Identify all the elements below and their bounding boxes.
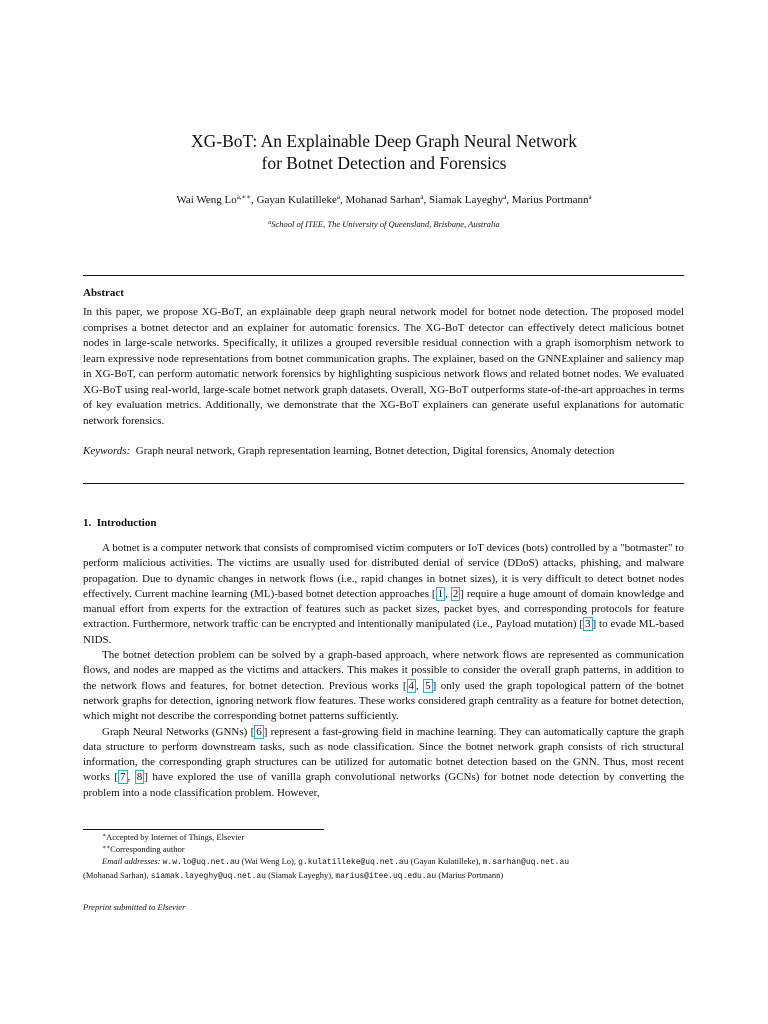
affiliation-text: School of ITEE, The University of Queensland, Brisbane, Australia bbox=[271, 219, 500, 229]
paragraph: Graph Neural Networks (GNNs) [ 6 ] represent a fast-growing field in machine learning. They can automatically capture the graph data structure to perform downstream tasks, such as node classification. Since the botnet network graph consists of rich structural information, the corresponding graph structures can be utilized for automatic botnet detection based on the GNN. Thus, most recent works [ 7 , 8 ] have explored the use of vanilla graph convolutional networks (GCNs) for botnet node detection by converting the problem into a node classification problem. However, bbox=[83, 725, 685, 799]
email-owner: (Gayan Kulatilleke), bbox=[410, 856, 481, 866]
email-address[interactable]: g.kulatilleke@uq.net.au bbox=[298, 858, 409, 867]
author-mark: a bbox=[503, 193, 507, 201]
paragraph-text: Graph Neural Networks (GNNs) bbox=[102, 725, 251, 738]
email-owner: (Marius Portmann) bbox=[438, 870, 504, 880]
paragraph: The botnet detection problem can be solved by a graph-based approach, where network flows are represented as communication flows, and nodes are mapped as the victims and attackers. This makes it possible to consider the overall graph patterns, in addition to the network flows and features, for botnet detection. Previous works [ 4 , 5 ] only used the graph topological pattern of the botnet network graphs for detection, ignoring network flow features. These works considered graph centrality as a feature for botnet detection, which might not describe the corresponding botnet patterns sufficiently. bbox=[83, 649, 684, 723]
paragraph-text: have explored the use of vanilla graph convolutional networks (GCNs) for botnet node detection by converting the problem into a node classification problem. However, bbox=[83, 771, 685, 799]
preprint-note: Preprint submitted to Elsevier bbox=[83, 902, 186, 912]
author-name: Mohanad Sarhan bbox=[345, 194, 421, 206]
abstract-bottom-rule bbox=[83, 483, 684, 484]
section-number: 1. bbox=[83, 517, 92, 529]
footnote-rule bbox=[83, 829, 324, 830]
paragraph: A botnet is a computer network that consists of compromised victim computers or IoT devices (bots) controlled by a "botmaster" to perform malicious activities. The victims are usually used for distributed denial of service (DDoS) attacks, phishing, and malware propagation. Due to dynamic changes in network flows (i.e., rapid changes in botnet sizes), it is very difficult to detect botnet nodes effectively. Current machine learning (ML)-based botnet detection approaches [ 1 , 2 ] require a huge amount of domain knowledge and manual effort from experts for the extraction of features such as packet sizes, packet byes, and corresponding protocols for feature extraction. Furthermore, network traffic can be encrypted and intentionally manipulated (i.e., Payload mutation) [ 3 ] to evade ML-based NIDS. bbox=[83, 542, 684, 646]
citation-link[interactable]: 8 bbox=[136, 771, 143, 784]
footnote-text: Corresponding author bbox=[110, 844, 185, 854]
author-mark: a bbox=[588, 193, 592, 201]
footnote-corresponding bbox=[83, 843, 684, 855]
author-name: Marius Portmann bbox=[511, 194, 589, 206]
email-address[interactable]: siamak.layeghy@uq.net.au bbox=[150, 872, 266, 881]
email-address[interactable]: m.sarhan@uq.net.au bbox=[482, 858, 570, 867]
section-title: Introduction bbox=[96, 517, 157, 529]
citation-link[interactable]: 3 bbox=[585, 618, 591, 631]
email-owner: (Wai Weng Lo), bbox=[241, 856, 296, 866]
author-name: Gayan Kulatilleke bbox=[256, 194, 337, 206]
citation-link[interactable]: 4 bbox=[408, 679, 415, 692]
section-heading bbox=[83, 517, 156, 529]
author-name: Wai Weng Lo bbox=[176, 194, 237, 206]
keywords-text: Graph neural network, Graph representation learning, Botnet detection, Digital forensics, Anomaly detection bbox=[135, 445, 615, 457]
footnotes bbox=[83, 831, 684, 883]
abstract-top-rule bbox=[83, 275, 684, 276]
footnote-mark: ∗∗ bbox=[102, 845, 111, 851]
footnote-emails bbox=[83, 855, 684, 869]
title-line-1: XG-BoT: An Explainable Deep Graph Neural Network bbox=[191, 131, 577, 151]
email-label: Email addresses: bbox=[102, 856, 161, 866]
paragraph-text: to evade ML-based NIDS. bbox=[83, 618, 684, 646]
keywords-label: Keywords: bbox=[83, 445, 131, 457]
paragraph-text: only used the graph topological pattern of the botnet network graphs for detection, ignoring network flow features. These works considered graph centrality as a feature for botnet detection, which might not describe the corresponding botnet patterns sufficiently. bbox=[83, 679, 684, 723]
citation-link[interactable]: 1 bbox=[437, 587, 444, 600]
citation-link[interactable]: 7 bbox=[120, 771, 126, 784]
footnote-mark: ∗ bbox=[102, 833, 107, 839]
citation-link[interactable]: 6 bbox=[256, 725, 262, 738]
footnote-accepted bbox=[83, 831, 684, 843]
paragraph-text: represent a fast-growing field in machine learning. They can automatically capture the graph data structure to perform downstream tasks, such as node classification. Since the botnet network graph consists of rich structural information, the corresponding graph structures can be utilized for automatic botnet detection based on the GNN. Thus, most recent works bbox=[83, 725, 684, 784]
author-mark: a bbox=[336, 193, 341, 201]
title-line-2: for Botnet Detection and Forensics bbox=[261, 153, 507, 173]
introduction-body bbox=[83, 541, 684, 801]
email-address[interactable]: marius@itee.uq.edu.au bbox=[335, 872, 437, 881]
author-name: Siamak Layeghy bbox=[428, 194, 504, 206]
author-mark: a bbox=[420, 193, 424, 201]
citation-link[interactable]: 2 bbox=[452, 587, 459, 600]
keywords bbox=[83, 444, 684, 459]
paragraph-text: The botnet detection problem can be solved by a graph-based approach, where network flows are represented as communication flows, and nodes are mapped as the victims and attackers. This makes it possible to consider the overall graph patterns, in addition to the network flows and features, for botnet detection. Previous works bbox=[83, 649, 684, 692]
abstract-heading: Abstract bbox=[83, 287, 124, 299]
affiliation bbox=[0, 219, 768, 229]
author-mark: a,∗∗ bbox=[236, 193, 252, 201]
footnote-text: Accepted by Internet of Things, Elsevier bbox=[106, 832, 245, 842]
paper-title bbox=[0, 130, 768, 174]
email-owner: (Siamak Layeghy), bbox=[268, 870, 334, 880]
citation-link[interactable]: 5 bbox=[425, 679, 431, 692]
author-list: Wai Weng $Lo^{a,∗∗}$, Gayan Kulatilleke$^a$, Mohanad Sarhan$^a$, Siamak Layeghy$^a$, Marius Portmann$^a$ bbox=[176, 193, 592, 206]
paragraph-text: A botnet is a computer network that consists of compromised victim computers or IoT devices (bots) controlled by a "botmaster" to perform malicious activities. The victims are usually used for distributed denial of service (DDoS) attacks, phishing, and malware propagation. Due to dynamic changes in network flows (i.e., rapid changes in botnet sizes), it is very difficult to detect botnet nodes effectively. Current machine learning (ML)-based botnet detection approaches bbox=[83, 542, 684, 600]
email-owner: (Mohanad Sarhan), bbox=[83, 870, 149, 880]
affiliation-mark: a bbox=[268, 220, 272, 226]
paragraph-text: require a huge amount of domain knowledge and manual effort from experts for the extraction of features such as packet sizes, packet byes, and corresponding protocols for feature extraction. Furthermore, network traffic can be encrypted and intentionally manipulated (i.e., Payload mutation) bbox=[83, 587, 684, 631]
footnote-emails-cont bbox=[83, 869, 684, 883]
abstract-text: In this paper, we propose XG-BoT, an explainable deep graph neural network model for botnet node detection. The proposed model comprises a botnet detector and an explainer for automatic forensics. The XG-BoT detector can effectively detect malicious botnet nodes in large-scale networks. Specifically, it utilizes a grouped reversible residual connection with a graph isomorphism network to learn expressive node representations from botnet communication graphs. The explainer, based on the GNNExplainer and saliency map in XG-BoT, can perform automatic network forensics by highlighting suspicious network flows and related botnet nodes. We evaluated XG-BoT using real-world, large-scale botnet network graph datasets. Overall, XG-BoT outperforms state-of-the-art approaches in terms of key evaluation metrics. Additionally, we demonstrate that the XG-BoT explainers can generate useful explanations for automatic network forensics. bbox=[83, 306, 684, 427]
email-address[interactable]: w.w.lo@uq.net.au bbox=[162, 858, 240, 867]
